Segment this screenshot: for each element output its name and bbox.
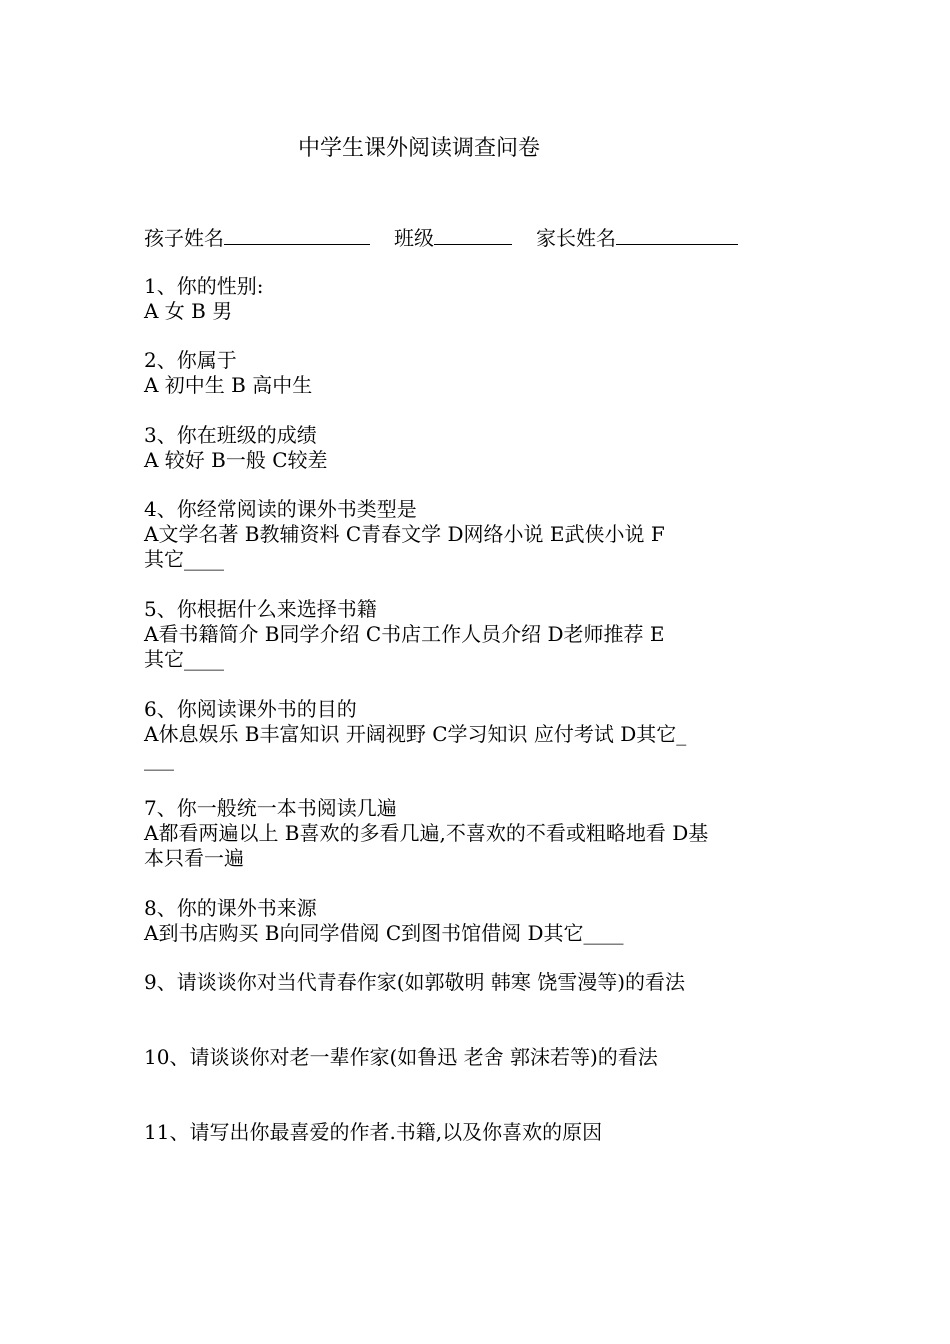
- question-3-options: A 较好 B一般 C较差: [144, 448, 328, 472]
- question-6-options-cont: ___: [144, 747, 174, 771]
- parent-name-label: 家长姓名: [536, 226, 616, 250]
- parent-name-blank[interactable]: [616, 222, 738, 245]
- question-7-options-cont: 本只看一遍: [144, 846, 244, 870]
- child-name-blank[interactable]: [224, 222, 370, 245]
- question-4-text: 4、你经常阅读的课外书类型是: [144, 497, 417, 521]
- class-blank[interactable]: [434, 222, 512, 245]
- child-name-label: 孩子姓名: [144, 226, 224, 250]
- question-5-text: 5、你根据什么来选择书籍: [144, 597, 377, 621]
- info-line: [144, 222, 738, 252]
- question-1-text: 1、你的性别:: [144, 274, 264, 298]
- question-2-options: A 初中生 B 高中生: [144, 373, 313, 397]
- question-5-options-cont: 其它____: [144, 647, 224, 671]
- question-1-options: A 女 B 男: [144, 299, 233, 323]
- question-2-text: 2、你属于: [144, 348, 237, 372]
- question-11-text: 11、请写出你最喜爱的作者.书籍,以及你喜欢的原因: [144, 1120, 603, 1144]
- question-10-text: 10、请谈谈你对老一辈作家(如鲁迅 老舍 郭沫若等)的看法: [144, 1045, 658, 1069]
- class-label: 班级: [394, 226, 434, 250]
- question-8-options: A到书店购买 B向同学借阅 C到图书馆借阅 D其它____: [144, 921, 624, 945]
- question-7-text: 7、你一般统一本书阅读几遍: [144, 796, 397, 820]
- document-title: 中学生课外阅读调查问卷: [298, 136, 541, 161]
- question-6-options: A休息娱乐 B丰富知识 开阔视野 C学习知识 应付考试 D其它_: [144, 722, 687, 746]
- question-6-text: 6、你阅读课外书的目的: [144, 697, 357, 721]
- question-4-options-cont: 其它____: [144, 547, 224, 571]
- question-3-text: 3、你在班级的成绩: [144, 423, 317, 447]
- question-7-options: A都看两遍以上 B喜欢的多看几遍,不喜欢的不看或粗略地看 D基: [144, 821, 709, 845]
- question-5-options: A看书籍简介 B同学介绍 C书店工作人员介绍 D老师推荐 E: [144, 622, 665, 646]
- question-4-options: A文学名著 B教辅资料 C青春文学 D网络小说 E武侠小说 F: [144, 522, 665, 546]
- question-8-text: 8、你的课外书来源: [144, 896, 317, 920]
- question-9-text: 9、请谈谈你对当代青春作家(如郭敬明 韩寒 饶雪漫等)的看法: [144, 970, 686, 994]
